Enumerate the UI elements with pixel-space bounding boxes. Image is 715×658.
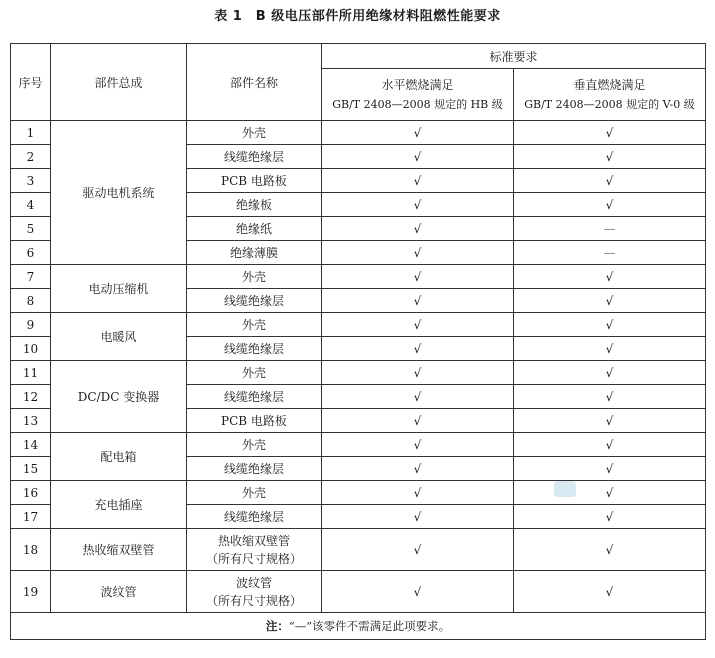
horizontal-mark: √ <box>322 337 514 361</box>
note-row <box>11 613 706 640</box>
part-name: 线缆绝缘层 <box>187 289 322 313</box>
part-name: 线缆绝缘层 <box>187 505 322 529</box>
vertical-mark: √ <box>514 121 706 145</box>
vertical-mark: √ <box>514 289 706 313</box>
table-row <box>11 529 706 571</box>
vertical-mark: √ <box>514 193 706 217</box>
table-row <box>11 481 706 505</box>
table-row <box>11 571 706 613</box>
assembly-name: 驱动电机系统 <box>51 121 187 265</box>
part-name: 线缆绝缘层 <box>187 385 322 409</box>
row-number: 13 <box>11 409 51 433</box>
table-row <box>11 265 706 289</box>
row-number: 5 <box>11 217 51 241</box>
note-label: 注： <box>265 619 289 633</box>
horizontal-mark: √ <box>322 409 514 433</box>
horizontal-mark: √ <box>322 385 514 409</box>
horizontal-mark: √ <box>322 289 514 313</box>
horizontal-mark: √ <box>322 145 514 169</box>
horizontal-mark: √ <box>322 217 514 241</box>
part-name <box>187 529 322 571</box>
part-name: 绝缘纸 <box>187 217 322 241</box>
table-row <box>11 313 706 337</box>
part-name: 绝缘薄膜 <box>187 241 322 265</box>
vertical-mark: √ <box>514 361 706 385</box>
header-part: 部件名称 <box>187 44 322 121</box>
header-horizontal <box>322 69 514 121</box>
horizontal-mark: √ <box>322 121 514 145</box>
part-name-line1: 热收缩双壁管 <box>217 533 290 548</box>
part-name: 外壳 <box>187 313 322 337</box>
header-standard: 标准要求 <box>322 44 706 69</box>
horizontal-mark: √ <box>322 457 514 481</box>
row-number: 19 <box>11 571 51 613</box>
vertical-mark: √ <box>514 337 706 361</box>
table-title: 表 1 B 级电压部件所用绝缘材料阻燃性能要求 <box>214 9 501 24</box>
row-number: 12 <box>11 385 51 409</box>
assembly-name: DC/DC 变换器 <box>51 361 187 433</box>
part-name: 外壳 <box>187 433 322 457</box>
horizontal-mark: √ <box>322 241 514 265</box>
part-name: 外壳 <box>187 265 322 289</box>
vertical-mark: √ <box>514 433 706 457</box>
table-row <box>11 121 706 145</box>
vertical-mark: √ <box>514 529 706 571</box>
horizontal-mark: √ <box>322 481 514 505</box>
horizontal-mark: √ <box>322 361 514 385</box>
part-name <box>187 571 322 613</box>
vertical-mark: √ <box>514 481 706 505</box>
horizontal-mark: √ <box>322 433 514 457</box>
part-name: 线缆绝缘层 <box>187 145 322 169</box>
row-number: 11 <box>11 361 51 385</box>
row-number: 7 <box>11 265 51 289</box>
assembly-name: 配电箱 <box>51 433 187 481</box>
row-number: 6 <box>11 241 51 265</box>
horizontal-mark: √ <box>322 313 514 337</box>
part-name: 线缆绝缘层 <box>187 337 322 361</box>
row-number: 3 <box>11 169 51 193</box>
part-name-line2: （所有尺寸规格） <box>205 551 302 566</box>
vertical-mark: √ <box>514 571 706 613</box>
row-number: 9 <box>11 313 51 337</box>
header-horizontal-line2: GB/T 2408—2008 规定的 HB 级 <box>332 97 503 111</box>
row-number: 8 <box>11 289 51 313</box>
note-text: “—”该零件不需满足此项要求。 <box>288 619 451 633</box>
horizontal-mark: √ <box>322 169 514 193</box>
header-assembly: 部件总成 <box>51 44 187 121</box>
part-name: 外壳 <box>187 361 322 385</box>
watermark-logo <box>554 481 576 497</box>
vertical-mark: √ <box>514 409 706 433</box>
horizontal-mark: √ <box>322 193 514 217</box>
row-number: 4 <box>11 193 51 217</box>
requirements-table <box>10 43 706 640</box>
vertical-mark: √ <box>514 505 706 529</box>
table-note <box>11 613 706 640</box>
assembly-name: 电动压缩机 <box>51 265 187 313</box>
part-name-line1: 波纹管 <box>235 575 272 590</box>
horizontal-mark: √ <box>322 529 514 571</box>
vertical-mark: — <box>514 217 706 241</box>
row-number: 2 <box>11 145 51 169</box>
assembly-name: 热收缩双壁管 <box>51 529 187 571</box>
row-number: 14 <box>11 433 51 457</box>
header-vertical <box>514 69 706 121</box>
header-vertical-line2: GB/T 2408—2008 规定的 V-0 级 <box>524 97 695 111</box>
part-name: 外壳 <box>187 121 322 145</box>
vertical-mark: √ <box>514 313 706 337</box>
horizontal-mark: √ <box>322 265 514 289</box>
vertical-mark: √ <box>514 385 706 409</box>
assembly-name: 波纹管 <box>51 571 187 613</box>
table-row <box>11 433 706 457</box>
horizontal-mark: √ <box>322 505 514 529</box>
header-horizontal-line1: 水平燃烧满足 <box>381 77 454 92</box>
header-vertical-line1: 垂直燃烧满足 <box>573 77 646 92</box>
part-name: PCB 电路板 <box>187 409 322 433</box>
row-number: 18 <box>11 529 51 571</box>
vertical-mark: — <box>514 241 706 265</box>
vertical-mark: √ <box>514 145 706 169</box>
vertical-mark: √ <box>514 169 706 193</box>
assembly-name: 充电插座 <box>51 481 187 529</box>
horizontal-mark: √ <box>322 571 514 613</box>
row-number: 16 <box>11 481 51 505</box>
table-row <box>11 361 706 385</box>
vertical-mark: √ <box>514 265 706 289</box>
row-number: 1 <box>11 121 51 145</box>
part-name-line2: （所有尺寸规格） <box>205 593 302 608</box>
row-number: 10 <box>11 337 51 361</box>
part-name: 外壳 <box>187 481 322 505</box>
row-number: 17 <box>11 505 51 529</box>
vertical-mark: √ <box>514 457 706 481</box>
header-seq: 序号 <box>11 44 51 121</box>
row-number: 15 <box>11 457 51 481</box>
part-name: PCB 电路板 <box>187 169 322 193</box>
assembly-name: 电暖风 <box>51 313 187 361</box>
part-name: 绝缘板 <box>187 193 322 217</box>
part-name: 线缆绝缘层 <box>187 457 322 481</box>
